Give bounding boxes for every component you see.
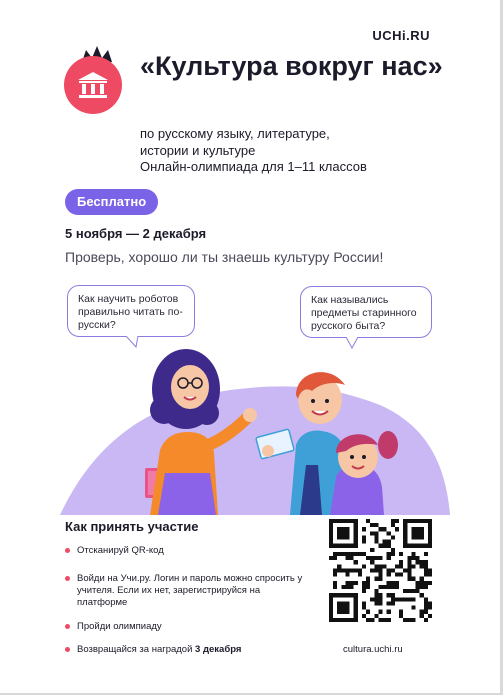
museum-logo — [64, 46, 128, 114]
subtitle-line: Онлайн-олимпиада для 1–11 классов — [140, 159, 367, 174]
tagline: Проверь, хорошо ли ты знаешь культуру России! — [65, 249, 384, 265]
bullet-icon — [65, 624, 70, 629]
how-to-participate-heading: Как принять участие — [65, 519, 199, 534]
step-item — [65, 621, 295, 633]
step-text: Войди на Учи.ру. Логин и пароль можно спросить у учителя. Если их нет, зарегистрируйся на платформе — [77, 573, 303, 608]
step-item — [65, 573, 305, 609]
bullet-icon — [65, 548, 70, 553]
bubble-tail-icon — [126, 336, 140, 348]
poster-title: «Культура вокруг нас» — [140, 51, 443, 81]
brand-logo-text: UCHi.RU — [372, 28, 430, 43]
bullet-icon — [65, 576, 70, 581]
site-url[interactable]: cultura.uchi.ru — [343, 644, 403, 655]
step-text: Отсканируй QR-код — [77, 545, 164, 556]
bubble-tail-icon — [346, 337, 360, 349]
bullet-icon — [65, 647, 70, 652]
event-dates: 5 ноября — 2 декабря — [65, 226, 207, 241]
subtitle-line: истории и культуре — [140, 142, 256, 158]
speech-bubble-teacher: Как научить роботов правильно читать по-русски? — [67, 285, 195, 337]
poster-subtitle — [140, 126, 470, 176]
free-badge: Бесплатно — [65, 189, 158, 215]
step-text: Возвращайся за наградой — [77, 644, 196, 655]
step-text: Пройди олимпиаду — [77, 621, 162, 632]
museum-icon — [64, 56, 122, 114]
award-date: 3 декабря — [195, 644, 242, 655]
qr-code[interactable] — [329, 519, 432, 622]
step-item — [65, 545, 295, 557]
characters-illustration — [0, 345, 503, 515]
step-item — [65, 644, 305, 656]
speech-bubble-boy: Как назывались предметы старинного русского быта? — [300, 286, 432, 338]
subtitle-line: по русскому языку, литературе, — [140, 126, 330, 141]
